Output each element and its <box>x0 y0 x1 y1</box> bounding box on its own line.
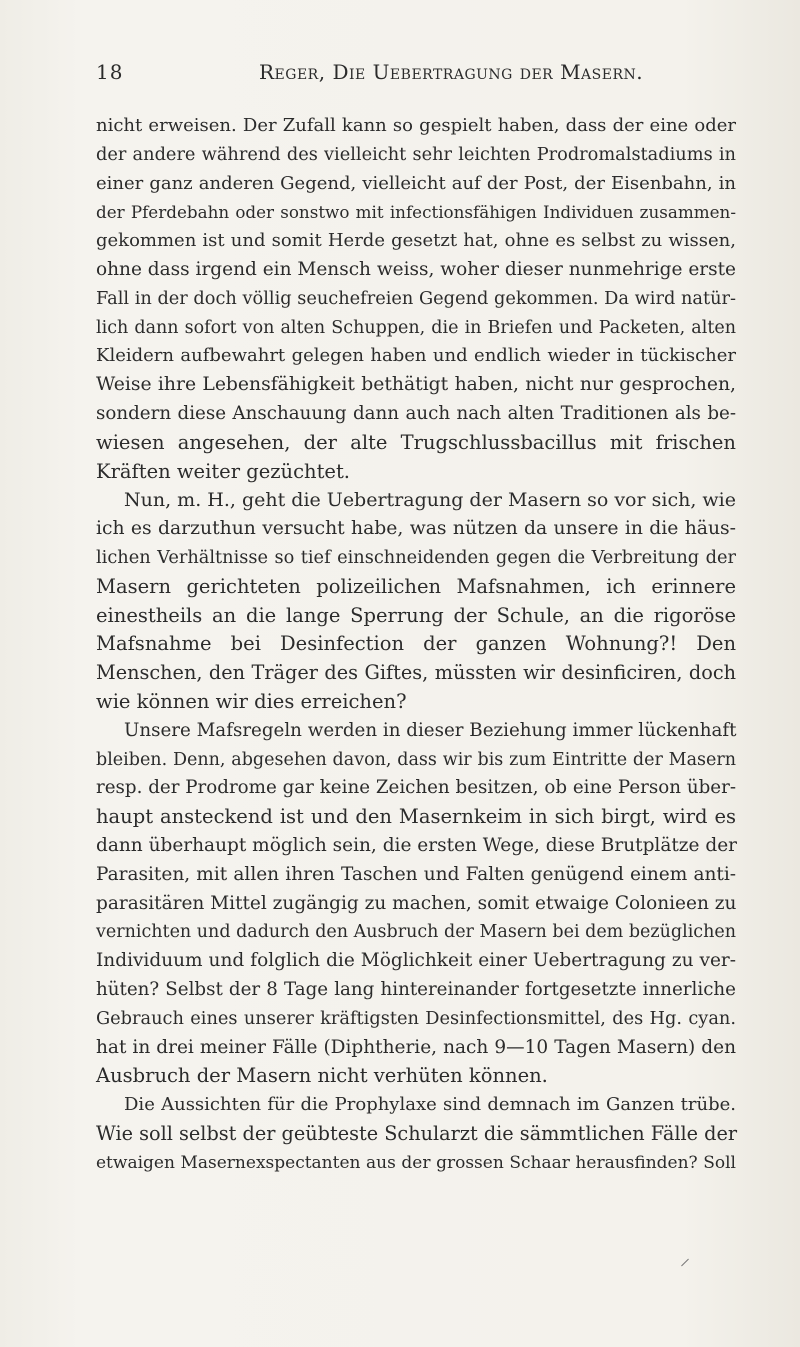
text-line: wiesen angesehen, der alte Trugschlussbacillus mit frischen <box>96 430 736 454</box>
text-line: Mafsnahme bei Desinfection der ganzen Wohnung?! Den <box>96 632 736 656</box>
text-line: der andere während des vielleicht sehr leichten Prodromalstadiums in <box>96 144 736 165</box>
text-line: Menschen, den Träger des Giftes, müssten wir desinficiren, doch <box>96 661 736 685</box>
text-line: Kleidern aufbewahrt gelegen haben und endlich wieder in tückischer <box>96 345 736 367</box>
text-line: Weise ihre Lebensfähigkeit bethätigt haben, nicht nur gesprochen, <box>96 374 736 396</box>
text-line: Fall in der doch völlig seuchefreien Gegend gekommen. Da wird natür- <box>96 288 737 309</box>
text-line: einer ganz anderen Gegend, vielleicht auf der Post, der Eisenbahn, in <box>96 172 736 194</box>
text-line: Nun, m. H., geht die Uebertragung der Masern so vor sich, wie <box>124 489 736 512</box>
text-line: Die Aussichten für die Prophylaxe sind demnach im Ganzen trübe. <box>124 1094 736 1116</box>
page-number: 18 <box>96 60 124 84</box>
pencil-mark <box>681 1259 689 1267</box>
text-line: Kräften weiter gezüchtet. <box>96 459 350 483</box>
text-line: bleiben. Denn, abgesehen davon, dass wir bis zum Eintritte der Masern <box>96 749 736 770</box>
text-line: Parasiten, mit allen ihren Taschen und Falten genügend einem anti- <box>96 863 736 885</box>
text-line: parasitären Mittel zugängig zu machen, somit etwaige Colonieen zu <box>96 892 737 914</box>
text-line: Gebrauch eines unserer kräftigsten Desinfectionsmittel, des Hg. cyan. <box>96 1008 736 1029</box>
running-head <box>259 60 643 84</box>
text-line: nicht erweisen. Der Zufall kann so gespielt haben, dass der eine oder <box>96 115 736 136</box>
running-head-text: Reger, Die Uebertragung der Masern. <box>259 60 644 84</box>
text-line: ohne dass irgend ein Mensch weiss, woher dieser nunmehrige erste <box>96 258 736 280</box>
text-line: Individuum und folglich die Möglichkeit einer Uebertragung zu ver- <box>96 950 736 972</box>
text-line: ich es darzuthun versucht habe, was nützen da unsere in die häus- <box>96 518 736 540</box>
text-line: gekommen ist und somit Herde gesetzt hat, ohne es selbst zu wissen, <box>96 230 736 252</box>
text-line: sondern diese Anschauung dann auch nach alten Traditionen als be- <box>96 402 736 424</box>
page-header <box>96 60 736 88</box>
text-line: haupt ansteckend ist und den Masernkeim in sich birgt, wird es <box>96 805 736 829</box>
text-line: resp. der Prodrome gar keine Zeichen besitzen, ob eine Person über- <box>96 777 736 799</box>
text-line: Masern gerichteten polizeilichen Mafsnahmen, ich erinnere <box>96 574 736 598</box>
text-line: Wie soll selbst der geübteste Schularzt die sämmtlichen Fälle der <box>96 1121 738 1145</box>
text-line: vernichten und dadurch den Ausbruch der Masern bei dem bezüglichen <box>96 922 736 943</box>
body-text <box>96 112 736 1177</box>
text-line: der Pferdebahn oder sonstwo mit infectionsfähigen Individuen zusammen- <box>96 202 736 223</box>
text-line: einestheils an die lange Sperrung der Schule, an die rigoröse <box>96 603 736 627</box>
text-line: hüten? Selbst der 8 Tage lang hintereinander fortgesetzte innerliche <box>96 978 736 1000</box>
text-line: wie können wir dies erreichen? <box>96 689 407 713</box>
text-line: etwaigen Masernexspectanten aus der grossen Schaar herausfinden? Soll <box>96 1152 736 1173</box>
text-line: hat in drei meiner Fälle (Diphtherie, nach 9—10 Tagen Masern) den <box>96 1036 736 1058</box>
text-line: Unsere Mafsregeln werden in dieser Beziehung immer lückenhaft <box>124 719 737 741</box>
text-line: dann überhaupt möglich sein, die ersten Wege, diese Brutplätze der <box>96 834 738 856</box>
text-line: lich dann sofort von alten Schuppen, die in Briefen und Packeten, alten <box>96 317 736 338</box>
text-line: lichen Verhältnisse so tief einschneidenden gegen die Verbreitung der <box>96 547 736 568</box>
text-line: Ausbruch der Masern nicht verhüten können. <box>96 1064 548 1088</box>
